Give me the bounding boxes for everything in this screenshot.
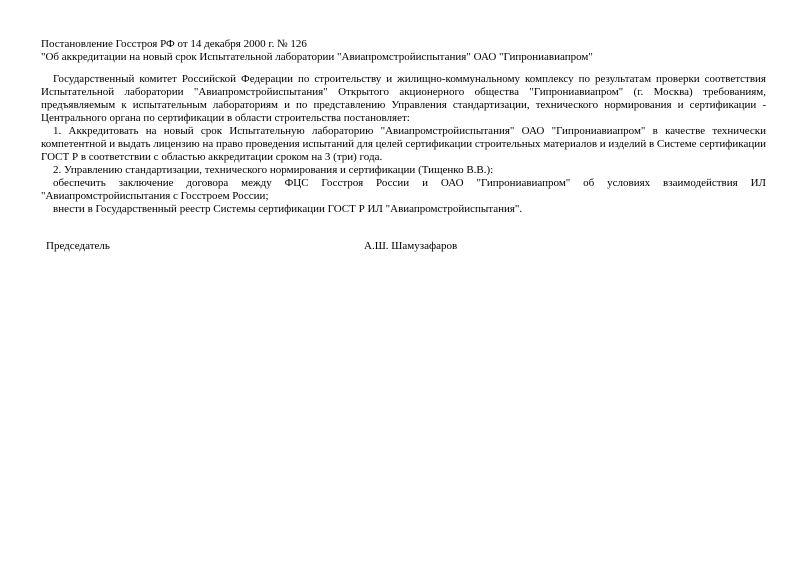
signatory-role: Председатель [46, 240, 110, 252]
clause-1-paragraph: 1. Аккредитовать на новый срок Испытательную лабораторию "Авиапромстройиспытания" ОАО "Гипрониавиапром" в качестве технически компетентной и выдать лицензию на право проведения испытаний для целей сертификации строительных материалов и изделий в Системе сертификации ГОСТ Р в соответствии с областью аккредитации сроком на 3 (три) года. [41, 125, 766, 163]
document-title: Постановление Госстроя РФ от 14 декабря 2000 г. № 126 [41, 38, 307, 50]
document-body [41, 73, 766, 216]
document-subtitle: "Об аккредитации на новый срок Испытательной лаборатории "Авиапромстройиспытания" ОАО "Гипрониавиапром" [41, 51, 593, 63]
preamble-paragraph: Государственный комитет Российской Федерации по строительству и жилищно-коммунальному комплексу по результатам проверки соответствия Испытательной лаборатории "Авиапромстройиспытания" Открытого акционерного общества "Гипрониавиапром" (г. Москва) требованиям, предъявляемым к испытательным лабораториям и по представлению Управления стандартизации, технического нормирования и сертификации - Центрального органа по сертификации в области строительства постановляет: [41, 73, 766, 124]
clause-2-item-registry: внести в Государственный реестр Системы сертификации ГОСТ Р ИЛ "Авиапромстройиспытания". [53, 203, 523, 215]
signatory-name: А.Ш. Шамузафаров [364, 240, 458, 252]
clause-2-paragraph: 2. Управлению стандартизации, технического нормирования и сертификации (Тищенко В.В.): [53, 164, 494, 176]
document-header [41, 38, 761, 64]
clause-2-item-contract: обеспечить заключение договора между ФЦС Госстроя России и ОАО "Гипрониавиапром" об условиях взаимодействия ИЛ "Авиапромстройиспытания с Госстроем России; [41, 177, 766, 202]
